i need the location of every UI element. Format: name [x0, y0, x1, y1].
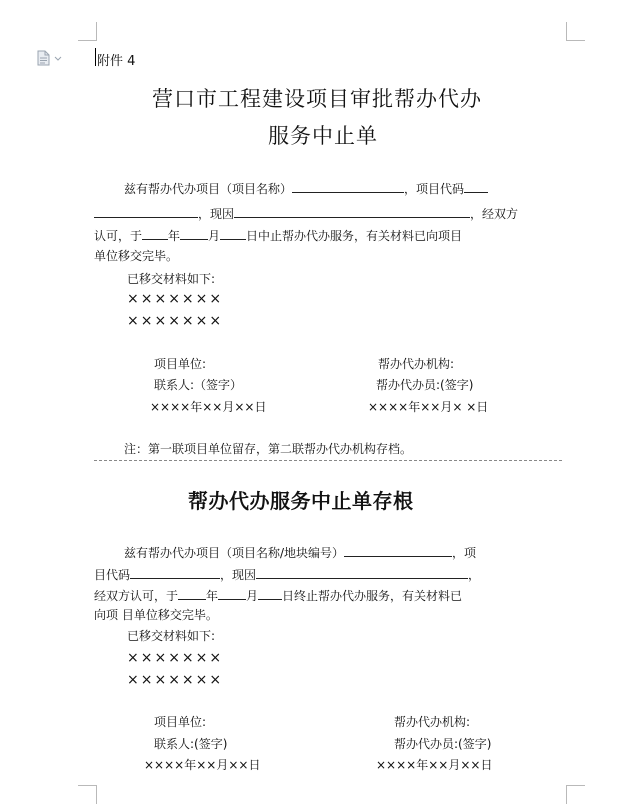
attachment-label: 附件 4	[97, 54, 136, 69]
section2-paragraph-line3: 经双方认可，于 年 月 日终止帮办代办服务，有关材料已	[94, 589, 463, 603]
section2-material-item: ×××××××	[127, 650, 224, 666]
section1-material-item: ×××××××	[127, 313, 224, 329]
section1-note: 注：第一联项目单位留存，第二联帮办代办机构存档。	[124, 442, 413, 456]
section2-right-org: 帮办代办机构:	[394, 715, 471, 729]
section1-materials-label: 已移交材料如下:	[127, 272, 216, 286]
section2-material-item: ×××××××	[127, 672, 224, 688]
section1-left-org: 项目单位:	[154, 357, 207, 371]
document-options-icon[interactable]	[36, 50, 66, 66]
section1-right-org: 帮办代办机构:	[378, 357, 455, 371]
section2-left-contact: 联系人:(签字)	[154, 737, 228, 751]
section1-title-line1: 营口市工程建设项目审批帮办代办	[152, 87, 482, 111]
section2-right-date: ××××年××月××日	[376, 758, 493, 772]
section1-material-item: ×××××××	[127, 291, 224, 307]
project-code-blank	[464, 180, 488, 193]
section2-left-org: 项目单位:	[154, 715, 207, 729]
section1-paragraph-line1: 兹有帮办代办项目（项目名称） ，项目代码	[124, 180, 488, 197]
section1-paragraph-line4: 单位移交完毕。	[94, 249, 179, 263]
section1-paragraph-line2: ，现因 ，经双方	[94, 205, 518, 222]
section2-paragraph-line2: 目代码 ，现因 ，	[94, 568, 481, 582]
section2-title: 帮办代办服务中止单存根	[188, 489, 414, 513]
section2-paragraph-line4: 向项 目单位移交完毕。	[94, 608, 218, 622]
project-name-blank	[292, 180, 404, 193]
section1-right-staff: 帮办代办员:(签字)	[376, 378, 474, 392]
cut-line-divider	[94, 460, 562, 461]
section2-materials-label: 已移交材料如下:	[127, 629, 216, 643]
section1-left-contact: 联系人:（签字）	[154, 378, 243, 392]
section2-left-date: ××××年××月××日	[144, 758, 261, 772]
crop-mark-top-right	[566, 22, 585, 41]
text-cursor	[95, 48, 96, 66]
section1-left-date: ××××年××月××日	[150, 400, 267, 414]
crop-mark-bottom-right	[566, 785, 585, 804]
section2-right-staff: 帮办代办员:(签字)	[394, 737, 492, 751]
reason-blank	[234, 205, 470, 218]
crop-mark-top-left	[78, 22, 97, 41]
section1-paragraph-line3: 认可，于 年 月 日中止帮办代办服务，有关材料已向项目	[94, 229, 463, 243]
section1-title-line2: 服务中止单	[268, 124, 378, 148]
crop-mark-bottom-left	[78, 785, 97, 804]
section1-right-date: ××××年××月× ×日	[368, 400, 489, 414]
section2-paragraph-line1: 兹有帮办代办项目（项目名称/地块编号） ，项	[124, 546, 477, 560]
